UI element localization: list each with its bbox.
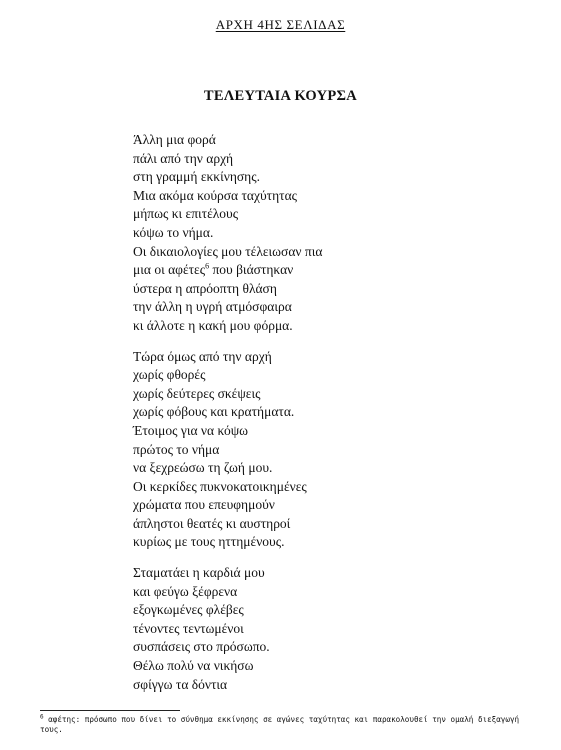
poem-title: ΤΕΛΕΥΤΑΙΑ ΚΟΥΡΣΑ [203,88,358,104]
poem-line: και φεύγω ξέφρενα [133,583,238,599]
poem-line: την άλλη η υγρή ατμόσφαιρα [133,299,292,315]
stanza-3 [133,564,533,694]
footnote-number: 6 [40,713,44,721]
footnote-divider [40,710,180,711]
poem-line: πάλι από την αρχή [133,150,234,166]
poem-line-part: που βιάστηκαν [209,262,294,278]
poem-line: στη γραμμή εκκίνησης. [133,169,260,185]
poem-line: χωρίς φόβους και κρατήματα. [133,404,295,420]
poem-line: Οι κερκίδες πυκνοκατοικημένες [133,478,307,494]
footnote-text: αφέτης: πρόσωπο που δίνει το σύνθημα εκκίνησης σε αγώνες ταχύτητας και παρακολουθεί την ομαλή διεξαγωγή τους. [40,715,520,734]
poem-line-with-footnote [133,261,533,280]
poem-line: σφίγγω τα δόντια [133,676,228,692]
poem-line: χωρίς δεύτερες σκέψεις [133,385,261,401]
poem-line: ύστερα η απρόοπτη θλάση [133,280,277,296]
poem-line: τένοντες τεντωμένοι [133,620,244,636]
stanza-1 [133,131,533,336]
poem-body [133,131,533,706]
poem-line: άπληστοι θεατές κι αυστηροί [133,515,291,531]
poem-line: εξογκωμένες φλέβες [133,602,244,618]
poem-line: Μια ακόμα κούρσα ταχύτητας [133,187,298,203]
poem-line-part: μια οι αφέτες [133,262,206,278]
poem-line: πρώτος το νήμα [133,441,220,457]
poem-line: Οι δικαιολογίες μου τέλειωσαν πια [133,243,323,259]
poem-line: Τώρα όμως από την αρχή [133,348,272,364]
poem-line: Σταματάει η καρδιά μου [133,565,265,581]
poem-line: κι άλλοτε η κακή μου φόρμα. [133,317,293,333]
stanza-2 [133,348,533,553]
footnote-reference[interactable]: 6 [205,261,210,271]
page-header: ΑΡΧΗ 4ΗΣ ΣΕΛΙΔΑΣ [215,17,346,32]
poem-line: συσπάσεις στο πρόσωπο. [133,639,270,655]
poem-line: μήπως κι επιτέλους [133,206,239,222]
poem-line: κόψω το νήμα. [133,224,214,240]
poem-line: Άλλη μια φορά [133,132,216,147]
poem-line: κυρίως με τους ηττημένους. [133,534,285,550]
poem-line: να ξεχρεώσω τη ζωή μου. [133,460,273,476]
poem-line: Θέλω πολύ να νικήσω [133,658,254,674]
poem-line: χρώματα που επευφημούν [133,497,275,513]
footnote [40,715,540,735]
poem-line: χωρίς φθορές [133,367,206,383]
poem-line: Έτοιμος για να κόψω [133,422,249,438]
